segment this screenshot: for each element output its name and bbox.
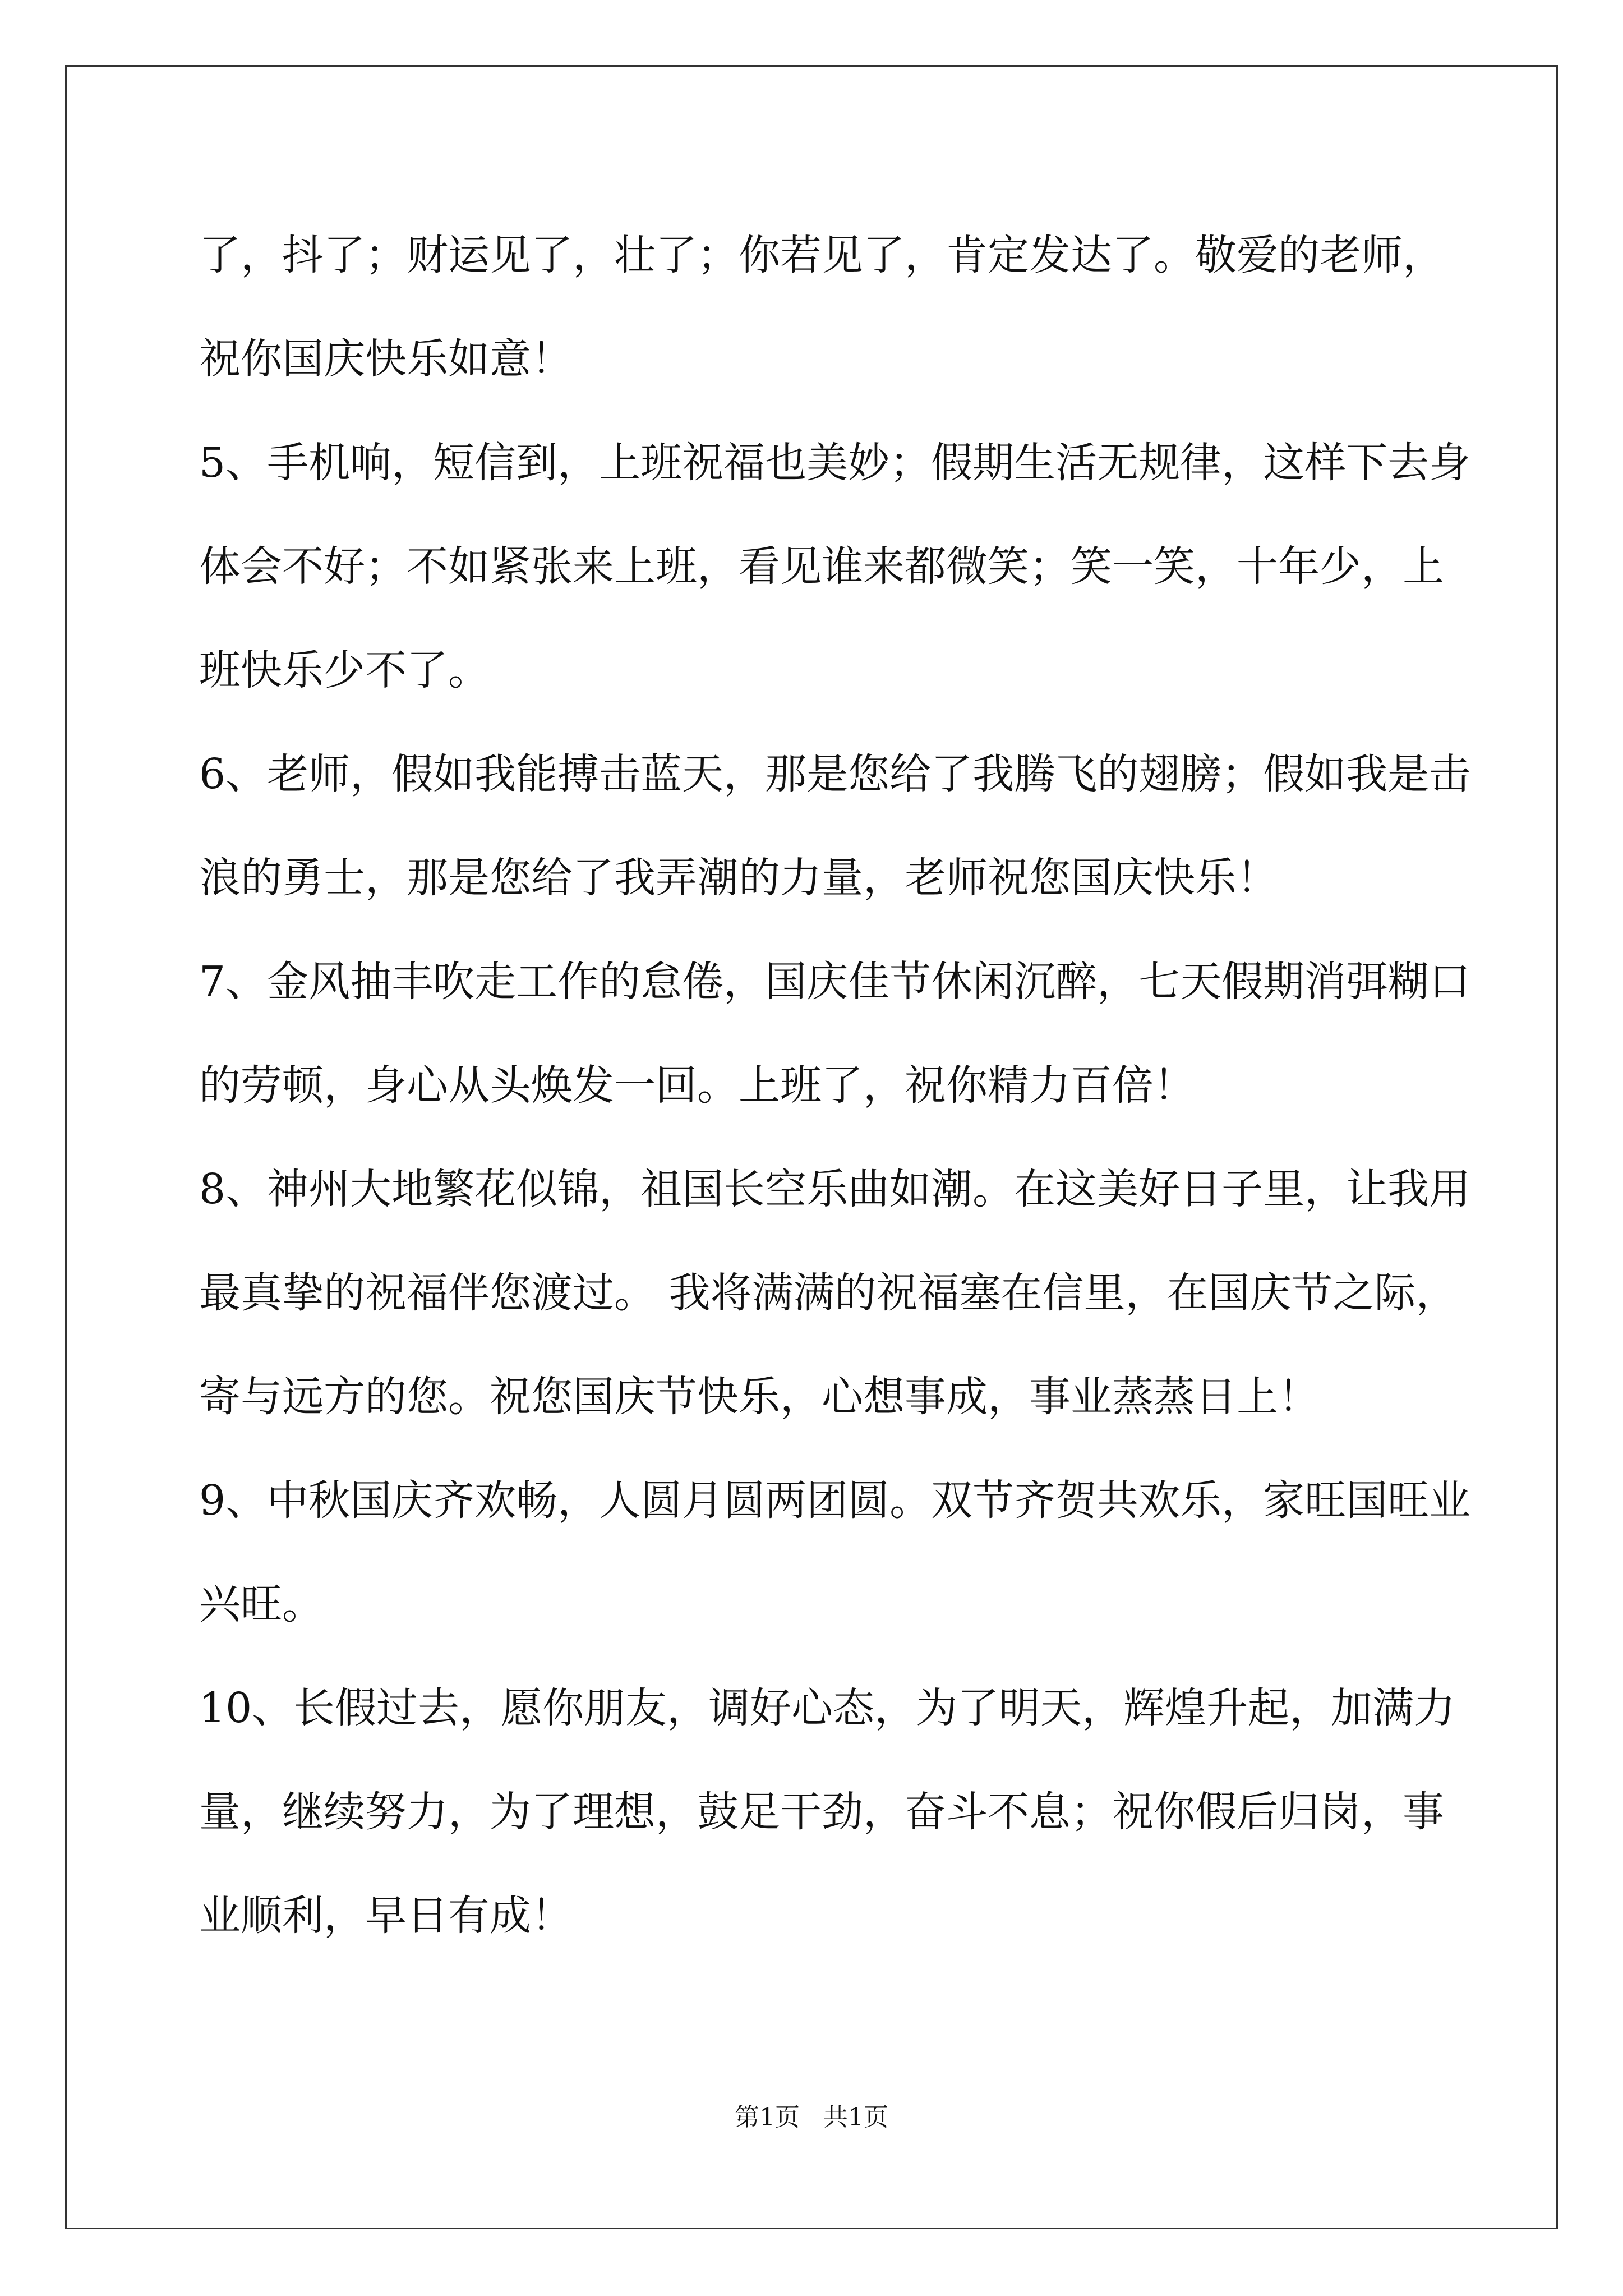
- text-line: 10、长假过去，愿你朋友，调好心态，为了明天，辉煌升起，加满力: [199, 1684, 1456, 1732]
- text-line: 祝你国庆快乐如意！: [199, 335, 573, 383]
- text-line: 量，继续努力，为了理想，鼓足干劲，奋斗不息；祝你假后归岗，事: [199, 1788, 1444, 1836]
- document-body: [199, 204, 1471, 1968]
- text-line: 兴旺。: [199, 1580, 324, 1628]
- text-line: 班快乐少不了。: [199, 646, 490, 694]
- text-line: 寄与远方的您。祝您国庆节快乐，心想事成，事业蒸蒸日上！: [199, 1373, 1320, 1421]
- text-line: 的劳顿，身心从头焕发一回。上班了，祝你精力百倍！: [199, 1061, 1195, 1110]
- text-line: 体会不好；不如紧张来上班，看见谁来都微笑；笑一笑，十年少，上: [199, 542, 1444, 591]
- text-line: 5、手机响，短信到，上班祝福也美妙；假期生活无规律，这样下去身: [199, 439, 1471, 487]
- page-number-footer: 第1页 共1页: [735, 2103, 888, 2132]
- text-line: 最真挚的祝福伴您渡过。 我将满满的祝福塞在信里，在国庆节之际，: [199, 1269, 1458, 1317]
- text-line: 浪的勇士，那是您给了我弄潮的力量，老师祝您国庆快乐！: [199, 854, 1278, 902]
- text-line: 8、神州大地繁花似锦，祖国长空乐曲如潮。在这美好日子里，让我用: [199, 1165, 1471, 1213]
- text-line: 9、中秋国庆齐欢畅，人圆月圆两团圆。双节齐贺共欢乐，家旺国旺业: [199, 1476, 1471, 1525]
- text-line: 业顺利，早日有成！: [199, 1892, 573, 1940]
- text-line: 6、老师，假如我能搏击蓝天，那是您给了我腾飞的翅膀；假如我是击: [199, 750, 1471, 798]
- text-line: 7、金风抽丰吹走工作的怠倦，国庆佳节休闲沉醉，七天假期消弭糊口: [199, 958, 1471, 1006]
- text-line: 了，抖了；财运见了，壮了；你若见了，肯定发达了。敬爱的老师，: [199, 231, 1444, 279]
